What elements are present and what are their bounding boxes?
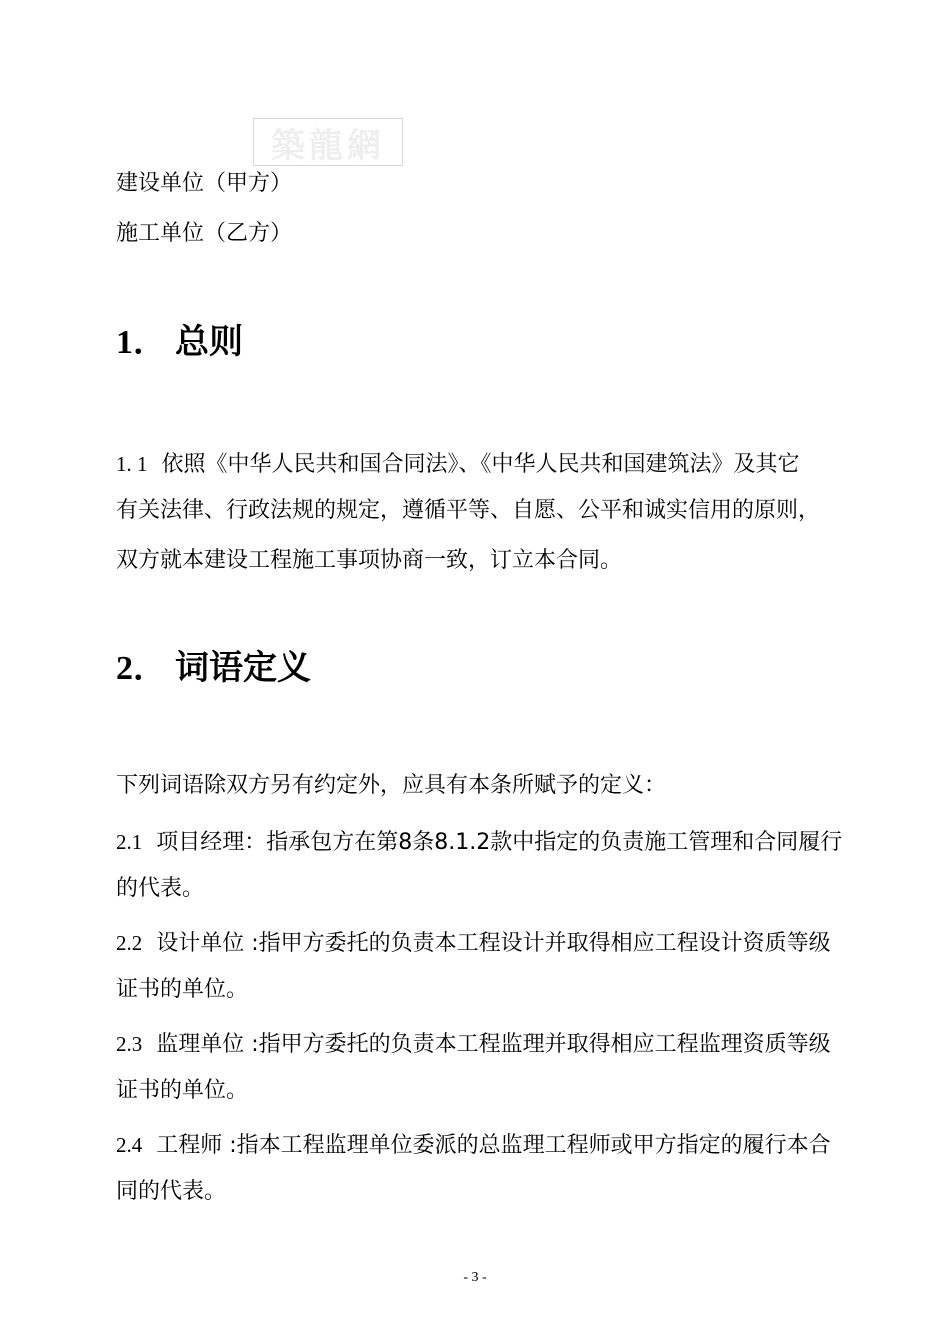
definition-2-3-text: 监理单位 :指甲方委托的负责本工程监理并取得相应工程监理资质等级	[156, 1032, 831, 1057]
clause-1-1-text-1: 依照《中华人民共和国合同法》、《中华人民共和国建筑法》及其它	[161, 452, 800, 477]
watermark-text: 築龍網	[271, 125, 385, 166]
section-2-heading	[116, 646, 311, 691]
section-2-intro: 下列词语除双方另有约定外，应具有本条所赋予的定义：	[116, 773, 667, 798]
clause-1-1-line-1	[116, 449, 800, 480]
definition-2-2-text: 设计单位 :指甲方委托的负责本工程设计并取得相应工程设计资质等级	[156, 931, 831, 956]
page-number: - 3 -	[463, 1270, 487, 1285]
party-b-label: 施工单位（乙方）	[116, 221, 293, 246]
section-1-heading	[116, 320, 243, 365]
clause-1-1-number: 1. 1	[116, 452, 148, 476]
party-a-label: 建设单位（甲方）	[116, 171, 293, 196]
definition-2-3-line-1	[116, 1029, 831, 1060]
clause-1-1-line-2: 有关法律、行政法规的规定，遵循平等、自愿、公平和诚实信用的原则，	[116, 498, 821, 523]
definition-2-2-line-2: 证书的单位。	[116, 977, 249, 1002]
definition-2-3-number: 2.3	[116, 1032, 143, 1056]
definition-2-1-line-2: 的代表。	[116, 876, 205, 901]
definition-2-3-line-2: 证书的单位。	[116, 1078, 249, 1103]
definition-2-2-line-1	[116, 928, 831, 959]
definition-2-1-text: 项目经理：指承包方在第8条8.1.2款中指定的负责施工管理和合同履行	[156, 830, 843, 855]
definition-2-4-line-2: 同的代表。	[116, 1179, 227, 1204]
section-1-number: 1．	[116, 324, 167, 361]
definition-2-4-line-1	[116, 1130, 831, 1161]
watermark-logo	[253, 118, 403, 166]
definition-2-1-line-1	[116, 827, 842, 858]
section-1-title: 总则	[175, 322, 243, 362]
clause-1-1-line-3: 双方就本建设工程施工事项协商一致，订立本合同。	[116, 548, 623, 573]
definition-2-4-number: 2.4	[116, 1133, 143, 1157]
definition-2-4-text: 工程师 :指本工程监理单位委派的总监理工程师或甲方指定的履行本合	[156, 1133, 831, 1158]
definition-2-1-number: 2.1	[116, 830, 143, 854]
section-2-title: 词语定义	[175, 648, 311, 688]
section-2-number: 2．	[116, 650, 167, 687]
definition-2-2-number: 2.2	[116, 931, 143, 955]
